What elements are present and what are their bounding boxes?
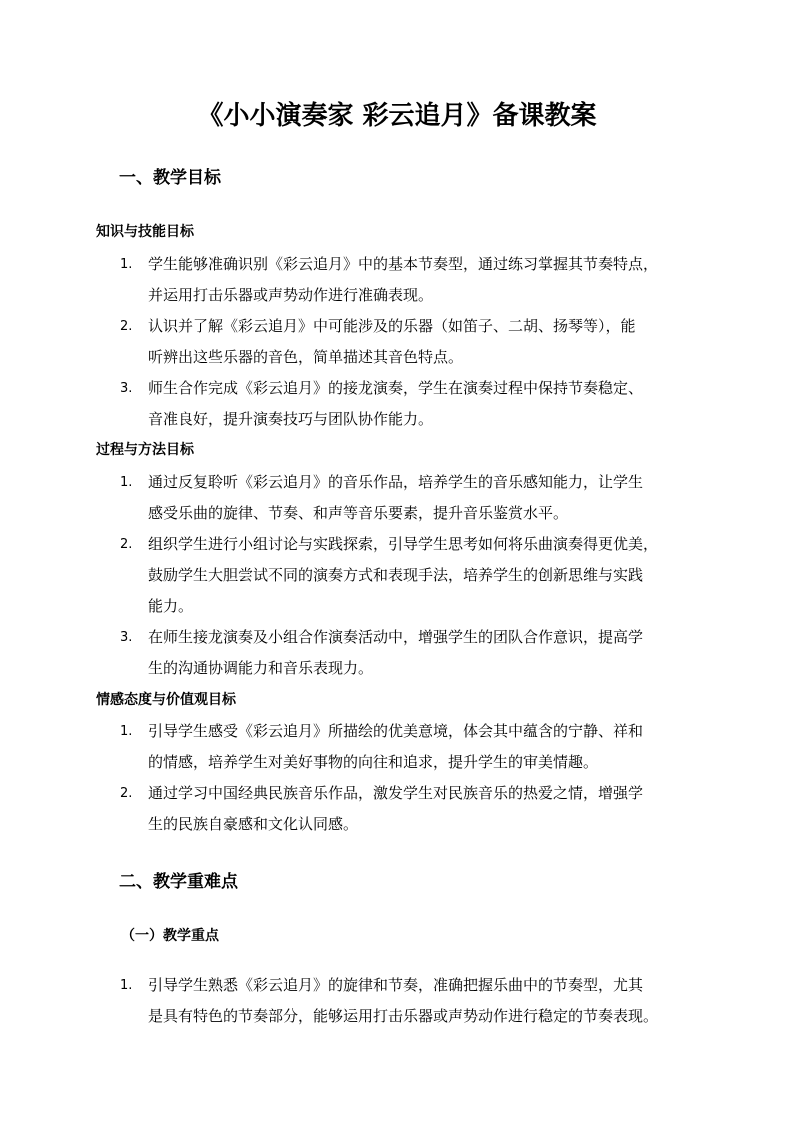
list-text-line: 组织学生进行小组讨论与实践探索，引导学生思考如何将乐曲演奏得更优美， xyxy=(148,535,659,553)
subheading-teaching-focus: （一）教学重点 xyxy=(121,928,219,944)
list-number: 3. xyxy=(120,381,133,396)
list-number: 2. xyxy=(120,319,133,334)
list-text-line: 师生合作完成《彩云追月》的接龙演奏，学生在演奏过程中保持节奏稳定、 xyxy=(148,379,644,397)
list-text-line: 生的民族自豪感和文化认同感。 xyxy=(148,815,359,833)
list-text-line: 鼓励学生大胆尝试不同的演奏方式和表现手法，培养学生的创新思维与实践 xyxy=(148,566,644,584)
list-text-line: 感受乐曲的旋律、节奏、和声等音乐要素，提升音乐鉴赏水平。 xyxy=(148,504,569,522)
list-text-line: 引导学生感受《彩云追月》所描绘的优美意境，体会其中蕴含的宁静、祥和 xyxy=(148,722,644,740)
list-item xyxy=(96,778,696,840)
list-item xyxy=(96,249,696,311)
list-number: 2. xyxy=(120,537,133,552)
list-item xyxy=(96,467,696,529)
list-text-line: 认识并了解《彩云追月》中可能涉及的乐器（如笛子、二胡、扬琴等），能 xyxy=(148,317,636,335)
list-number: 3. xyxy=(120,630,133,645)
list-item xyxy=(96,311,696,373)
list-text-line: 在师生接龙演奏及小组合作演奏活动中，增强学生的团队合作意识，提高学 xyxy=(148,628,644,646)
list-number: 1. xyxy=(120,475,133,490)
list-item xyxy=(96,970,696,1032)
emotion-goals-list xyxy=(96,716,696,840)
section-heading-teaching-goals: 一、教学目标 xyxy=(119,168,221,188)
subheading-process-methods: 过程与方法目标 xyxy=(96,442,194,458)
list-text-line: 的情感，培养学生对美好事物的向往和追求，提升学生的审美情趣。 xyxy=(148,753,599,771)
list-item xyxy=(96,622,696,684)
list-text-line: 是具有特色的节奏部分，能够运用打击乐器或声势动作进行稳定的节奏表现。 xyxy=(148,1007,659,1025)
list-number: 1. xyxy=(120,724,133,739)
list-text-line: 并运用打击乐器或声势动作进行准确表现。 xyxy=(148,286,434,304)
list-text-line: 听辨出这些乐器的音色，简单描述其音色特点。 xyxy=(148,348,464,366)
section-heading-key-difficult-points: 二、教学重难点 xyxy=(119,872,238,892)
process-goals-list xyxy=(96,467,696,684)
document-title: 《小小演奏家 彩云追月》备课教案 xyxy=(197,101,597,131)
teaching-focus-list xyxy=(96,970,696,1032)
knowledge-goals-list xyxy=(96,249,696,435)
list-text-line: 音准良好，提升演奏技巧与团队协作能力。 xyxy=(148,410,434,428)
list-item xyxy=(96,529,696,622)
list-text-line: 通过反复聆听《彩云追月》的音乐作品，培养学生的音乐感知能力，让学生 xyxy=(148,473,644,491)
list-text-line: 引导学生熟悉《彩云追月》的旋律和节奏，准确把握乐曲中的节奏型，尤其 xyxy=(148,976,644,994)
list-number: 1. xyxy=(120,978,133,993)
list-text-line: 学生能够准确识别《彩云追月》中的基本节奏型，通过练习掌握其节奏特点， xyxy=(148,255,659,273)
subheading-emotion-values: 情感态度与价值观目标 xyxy=(96,692,236,708)
subheading-knowledge-skills: 知识与技能目标 xyxy=(96,224,194,240)
list-text-line: 能力。 xyxy=(148,597,194,615)
list-number: 1. xyxy=(120,257,133,272)
list-text-line: 通过学习中国经典民族音乐作品，激发学生对民族音乐的热爱之情，增强学 xyxy=(148,784,644,802)
list-text-line: 生的沟通协调能力和音乐表现力。 xyxy=(148,659,374,677)
list-item xyxy=(96,373,696,435)
list-number: 2. xyxy=(120,786,133,801)
list-item xyxy=(96,716,696,778)
